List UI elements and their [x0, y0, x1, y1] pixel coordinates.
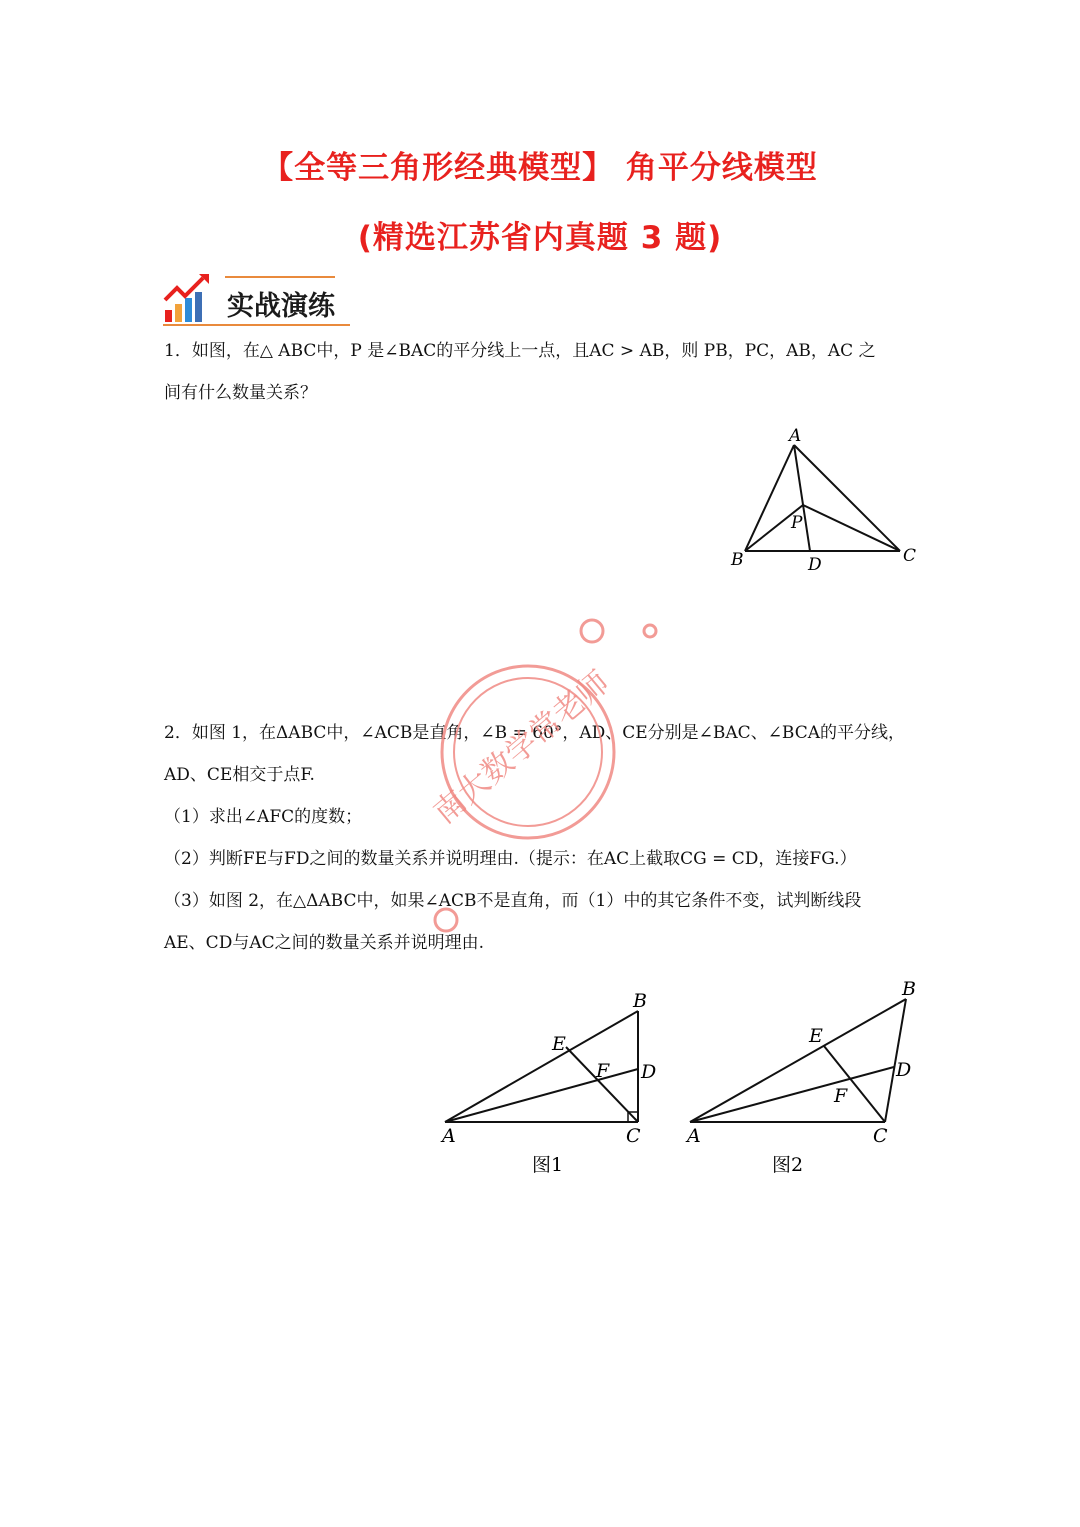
segment-ab: [690, 999, 906, 1122]
figure-1-caption: 图1: [532, 1154, 564, 1176]
label-e: E: [809, 1025, 823, 1047]
page-title: 【全等三角形经典模型】 角平分线模型: [262, 150, 818, 186]
figure-2-caption: 图2: [772, 1154, 804, 1175]
label-e: E: [552, 1033, 566, 1055]
label-c: C: [626, 1125, 641, 1147]
label-a: A: [442, 1125, 456, 1147]
section-label: 实战演练: [227, 291, 335, 322]
label-a: A: [687, 1125, 701, 1147]
problem-1-figure: [725, 425, 925, 575]
label-b: B: [731, 550, 744, 570]
label-f: F: [596, 1060, 610, 1082]
problem-2-question-2: （2）判断FE与FD之间的数量关系并说明理由.（提示：在AC上截取CG = CD，连接FG.）: [164, 849, 857, 869]
segment-ad: [794, 445, 810, 551]
label-c: C: [903, 546, 917, 566]
segment-ac: [794, 445, 900, 551]
segment-pc: [803, 505, 900, 551]
label-d: D: [808, 555, 822, 575]
problem-2-figure-2: [676, 975, 916, 1175]
header-top-rule: [225, 276, 335, 278]
problem-2-text-line2: AD、CE相交于点F.: [164, 765, 315, 785]
watermark-text: 南大数学常老师: [427, 664, 617, 832]
header-bottom-rule: [163, 324, 350, 326]
label-b: B: [902, 978, 916, 1000]
problem-1-text-line2: 间有什么数量关系？: [164, 383, 317, 403]
label-c: C: [873, 1125, 888, 1147]
problem-2-question-3-line1: （3）如图 2，在△ΔABC中，如果∠ACB不是直角，而（1）中的其它条件不变，试判断线段: [164, 891, 862, 911]
label-a: A: [789, 426, 802, 446]
growth-chart-icon: [163, 274, 213, 324]
label-f: F: [834, 1085, 848, 1107]
segment-ab: [745, 445, 794, 551]
page-subtitle: (精选江苏省内真题 3 题): [357, 220, 723, 256]
label-d: D: [641, 1061, 657, 1083]
label-b: B: [633, 990, 647, 1012]
problem-2-text-line1: 2．如图 1，在ΔABC中，∠ACB是直角，∠B = 60°，AD、CE分别是∠BAC、∠BCA的平分线，: [164, 723, 906, 743]
problem-1-text-line1: 1．如图，在△ ABC中，P 是∠BAC的平分线上一点，且AC > AB，则 PB，PC，AB，AC 之: [164, 341, 876, 361]
label-p: P: [791, 513, 803, 533]
section-header: [163, 272, 353, 332]
label-d: D: [896, 1059, 912, 1081]
problem-2-question-3-line2: AE、CD与AC之间的数量关系并说明理由.: [164, 933, 485, 953]
problem-2-question-1: （1）求出∠AFC的度数；: [164, 807, 363, 827]
segment-ce: [566, 1047, 638, 1122]
problem-2-figure-1: [430, 985, 670, 1185]
